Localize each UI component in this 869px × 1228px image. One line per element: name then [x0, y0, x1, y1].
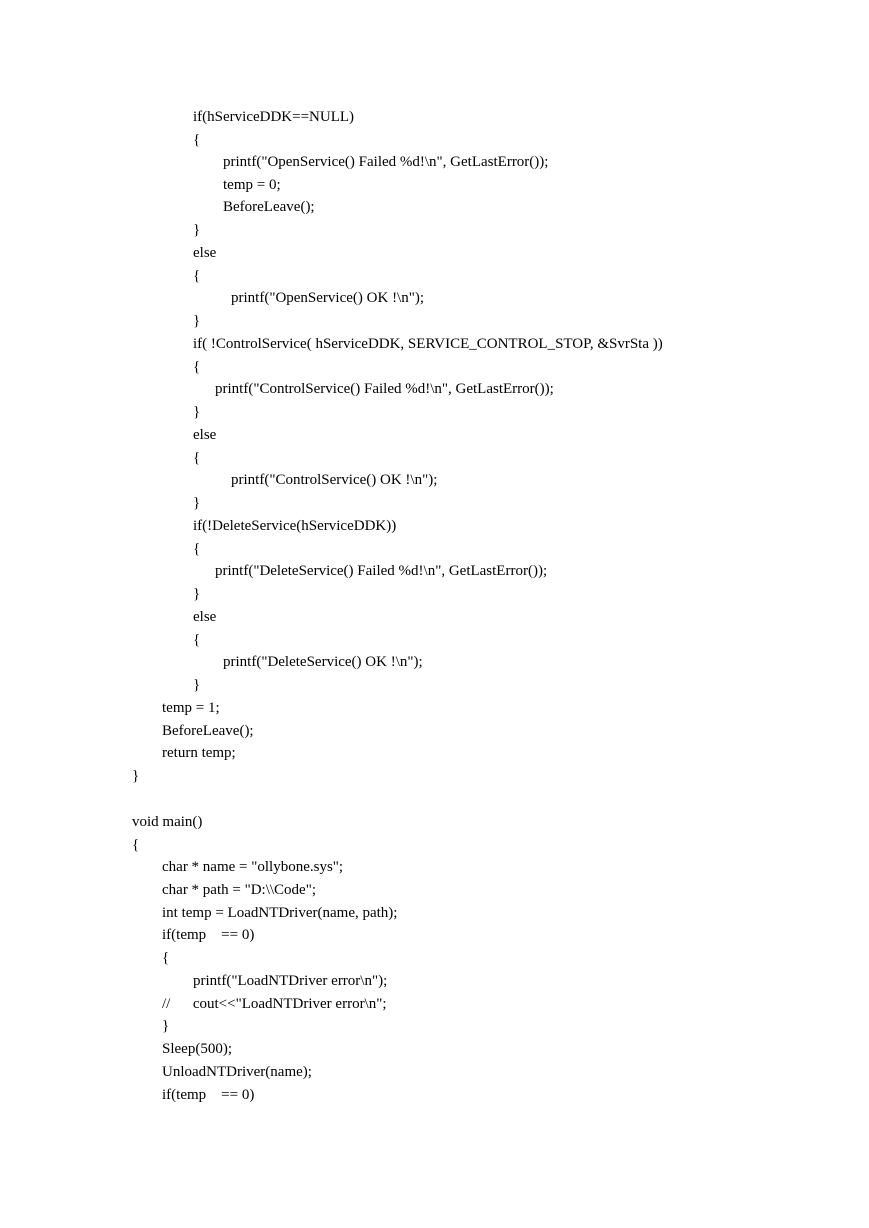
- code-line: printf("OpenService() OK !\n");: [231, 290, 425, 306]
- code-line: printf("DeleteService() Failed %d!\n", GetLastError());: [215, 563, 548, 579]
- code-line: }: [193, 495, 201, 511]
- code-line: Sleep(500);: [162, 1041, 232, 1057]
- code-line: else: [193, 427, 217, 443]
- code-line: {: [193, 268, 201, 284]
- code-line: {: [193, 541, 201, 557]
- code-line: BeforeLeave();: [162, 723, 254, 739]
- code-line: {: [193, 632, 201, 648]
- code-line: if(hServiceDDK==NULL): [193, 109, 355, 125]
- code-line: {: [193, 450, 201, 466]
- code-line: if( !ControlService( hServiceDDK, SERVICE_CONTROL_STOP, &SvrSta )): [193, 336, 663, 352]
- code-line: // cout<<"LoadNTDriver error\n";: [162, 996, 387, 1012]
- code-line: }: [193, 404, 201, 420]
- code-line: char * name = "ollybone.sys";: [162, 859, 344, 875]
- code-line: int temp = LoadNTDriver(name, path);: [162, 905, 398, 921]
- code-line: temp = 1;: [162, 700, 220, 716]
- code-line: void main(): [132, 814, 203, 830]
- code-line: {: [193, 132, 201, 148]
- code-line: }: [193, 313, 201, 329]
- code-line: printf("ControlService() OK !\n");: [231, 472, 438, 488]
- code-line: printf("DeleteService() OK !\n");: [223, 654, 423, 670]
- code-line: }: [132, 768, 140, 784]
- code-line: char * path = "D:\\Code";: [162, 882, 317, 898]
- code-line: }: [193, 222, 201, 238]
- code-line: if(temp == 0): [162, 1087, 255, 1103]
- code-line: printf("ControlService() Failed %d!\n", GetLastError());: [215, 381, 554, 397]
- code-line: else: [193, 245, 217, 261]
- code-line: BeforeLeave();: [223, 199, 315, 215]
- code-line: if(!DeleteService(hServiceDDK)): [193, 518, 397, 534]
- code-line: temp = 0;: [223, 177, 281, 193]
- code-line: printf("OpenService() Failed %d!\n", GetLastError());: [223, 154, 549, 170]
- code-line: }: [193, 677, 201, 693]
- code-line: printf("LoadNTDriver error\n");: [193, 973, 388, 989]
- code-line: else: [193, 609, 217, 625]
- code-line: return temp;: [162, 745, 236, 761]
- code-line: if(temp == 0): [162, 927, 255, 943]
- code-line: {: [193, 359, 201, 375]
- code-line: }: [162, 1018, 170, 1034]
- code-line: UnloadNTDriver(name);: [162, 1064, 312, 1080]
- code-line: {: [162, 950, 170, 966]
- code-line: {: [132, 837, 140, 853]
- code-line: }: [193, 586, 201, 602]
